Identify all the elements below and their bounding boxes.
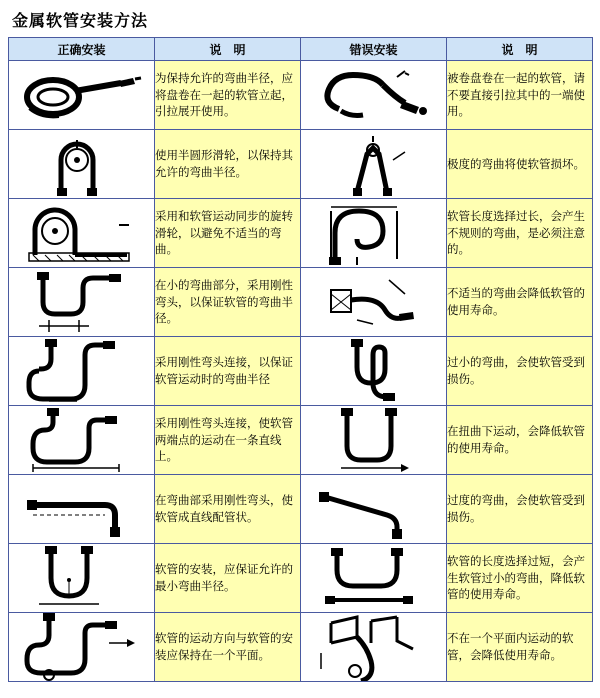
table-body [9, 61, 593, 682]
correct-note-cell: 在小的弯曲部分，采用刚性弯头，以保证软管的弯曲半径。 [155, 268, 301, 337]
correct-note-cell: 采用和软管运动同步的旋转滑轮，以避免不适当的弯曲。 [155, 199, 301, 268]
coiled-hose-pulled-one-end-icon [301, 61, 445, 129]
rigid-elbow-straight-line-icon [9, 406, 153, 474]
correct-illustration-cell [9, 337, 155, 406]
excess-length-irregular-bend-icon [301, 199, 445, 267]
hose-installation-table [8, 37, 593, 682]
table-row [9, 199, 593, 268]
wrong-illustration-cell [301, 130, 447, 199]
torsional-motion-icon [301, 406, 445, 474]
wrong-illustration-cell [301, 61, 447, 130]
correct-note-cell: 采用刚性弯头连接，以保证软管运动时的弯曲半径 [155, 337, 301, 406]
wrong-note-cell: 不在一个平面内运动的软管，会降低使用寿命。 [447, 613, 593, 682]
correct-illustration-cell [9, 544, 155, 613]
correct-illustration-cell [9, 613, 155, 682]
rigid-elbow-straight-piping-icon [9, 475, 153, 543]
wrong-illustration-cell [301, 613, 447, 682]
correct-note-cell: 软管的运动方向与软管的安装应保持在一个平面。 [155, 613, 301, 682]
correct-note-cell: 在弯曲部采用刚性弯头，使软管成直线配管状。 [155, 475, 301, 544]
improper-bend-shortens-life-icon [301, 268, 445, 336]
table-header [9, 38, 593, 61]
minimum-bend-radius-install-icon [9, 544, 153, 612]
wrong-illustration-cell [301, 337, 447, 406]
wrong-illustration-cell [301, 475, 447, 544]
wrong-note-cell: 软管长度选择过长，会产生不规则的弯曲，是必须注意的。 [447, 199, 593, 268]
correct-note-cell: 采用刚性弯头连接，使软管两端点的运动在一条直线上。 [155, 406, 301, 475]
too-small-bend-damage-icon [301, 337, 445, 405]
motion-out-of-plane-icon [301, 613, 445, 681]
semicircular-sheave-icon [9, 130, 153, 198]
table-header-row [9, 38, 593, 61]
wrong-note-cell: 软管的长度选择过短，会产生软管过小的弯曲，降低软管的使用寿命。 [447, 544, 593, 613]
correct-note-cell: 软管的安装，应保证允许的最小弯曲半径。 [155, 544, 301, 613]
correct-illustration-cell [9, 268, 155, 337]
sharp-bend-over-pulley-icon [301, 130, 445, 198]
correct-note-cell: 为保持允许的弯曲半径，应将盘卷在一起的软管立起，引拉展开使用。 [155, 61, 301, 130]
motion-plane-aligned-icon [9, 613, 153, 681]
wrong-note-cell: 在扭曲下运动，会降低软管的使用寿命。 [447, 406, 593, 475]
wrong-note-cell: 过小的弯曲，会使软管受到损伤。 [447, 337, 593, 406]
correct-illustration-cell [9, 199, 155, 268]
wrong-illustration-cell [301, 199, 447, 268]
column-header-wrong-install: 错误安装 [301, 38, 447, 61]
table-row [9, 544, 593, 613]
table-row [9, 61, 593, 130]
table-row [9, 337, 593, 406]
wrong-note-cell: 过度的弯曲，会使软管受到损伤。 [447, 475, 593, 544]
rigid-bend-small-radius-icon [9, 268, 153, 336]
table-row [9, 613, 593, 682]
synchronized-rotating-sheave-icon [9, 199, 153, 267]
correct-illustration-cell [9, 61, 155, 130]
table-row [9, 406, 593, 475]
column-header-wrong-note: 说 明 [447, 38, 593, 61]
coiled-hose-laid-flat-icon [9, 61, 153, 129]
over-bending-damage-icon [301, 475, 445, 543]
table-row [9, 475, 593, 544]
correct-note-cell: 使用半圆形滑轮，以保持其允许的弯曲半径。 [155, 130, 301, 199]
wrong-illustration-cell [301, 406, 447, 475]
wrong-illustration-cell [301, 268, 447, 337]
excess-length-small-bend-icon [301, 544, 445, 612]
wrong-note-cell: 被卷盘卷在一起的软管，请不要直接引拉其中的一端使用。 [447, 61, 593, 130]
page-title: 金属软管安装方法 [12, 11, 149, 30]
wrong-note-cell: 极度的弯曲将使软管损坏。 [447, 130, 593, 199]
table-row [9, 268, 593, 337]
column-header-correct-install: 正确安装 [9, 38, 155, 61]
table-row [9, 130, 593, 199]
correct-illustration-cell [9, 475, 155, 544]
rigid-elbow-u-loop-icon [9, 337, 153, 405]
wrong-note-cell: 不适当的弯曲会降低软管的使用寿命。 [447, 268, 593, 337]
column-header-correct-note: 说 明 [155, 38, 301, 61]
wrong-illustration-cell [301, 544, 447, 613]
correct-illustration-cell [9, 130, 155, 199]
correct-illustration-cell [9, 406, 155, 475]
